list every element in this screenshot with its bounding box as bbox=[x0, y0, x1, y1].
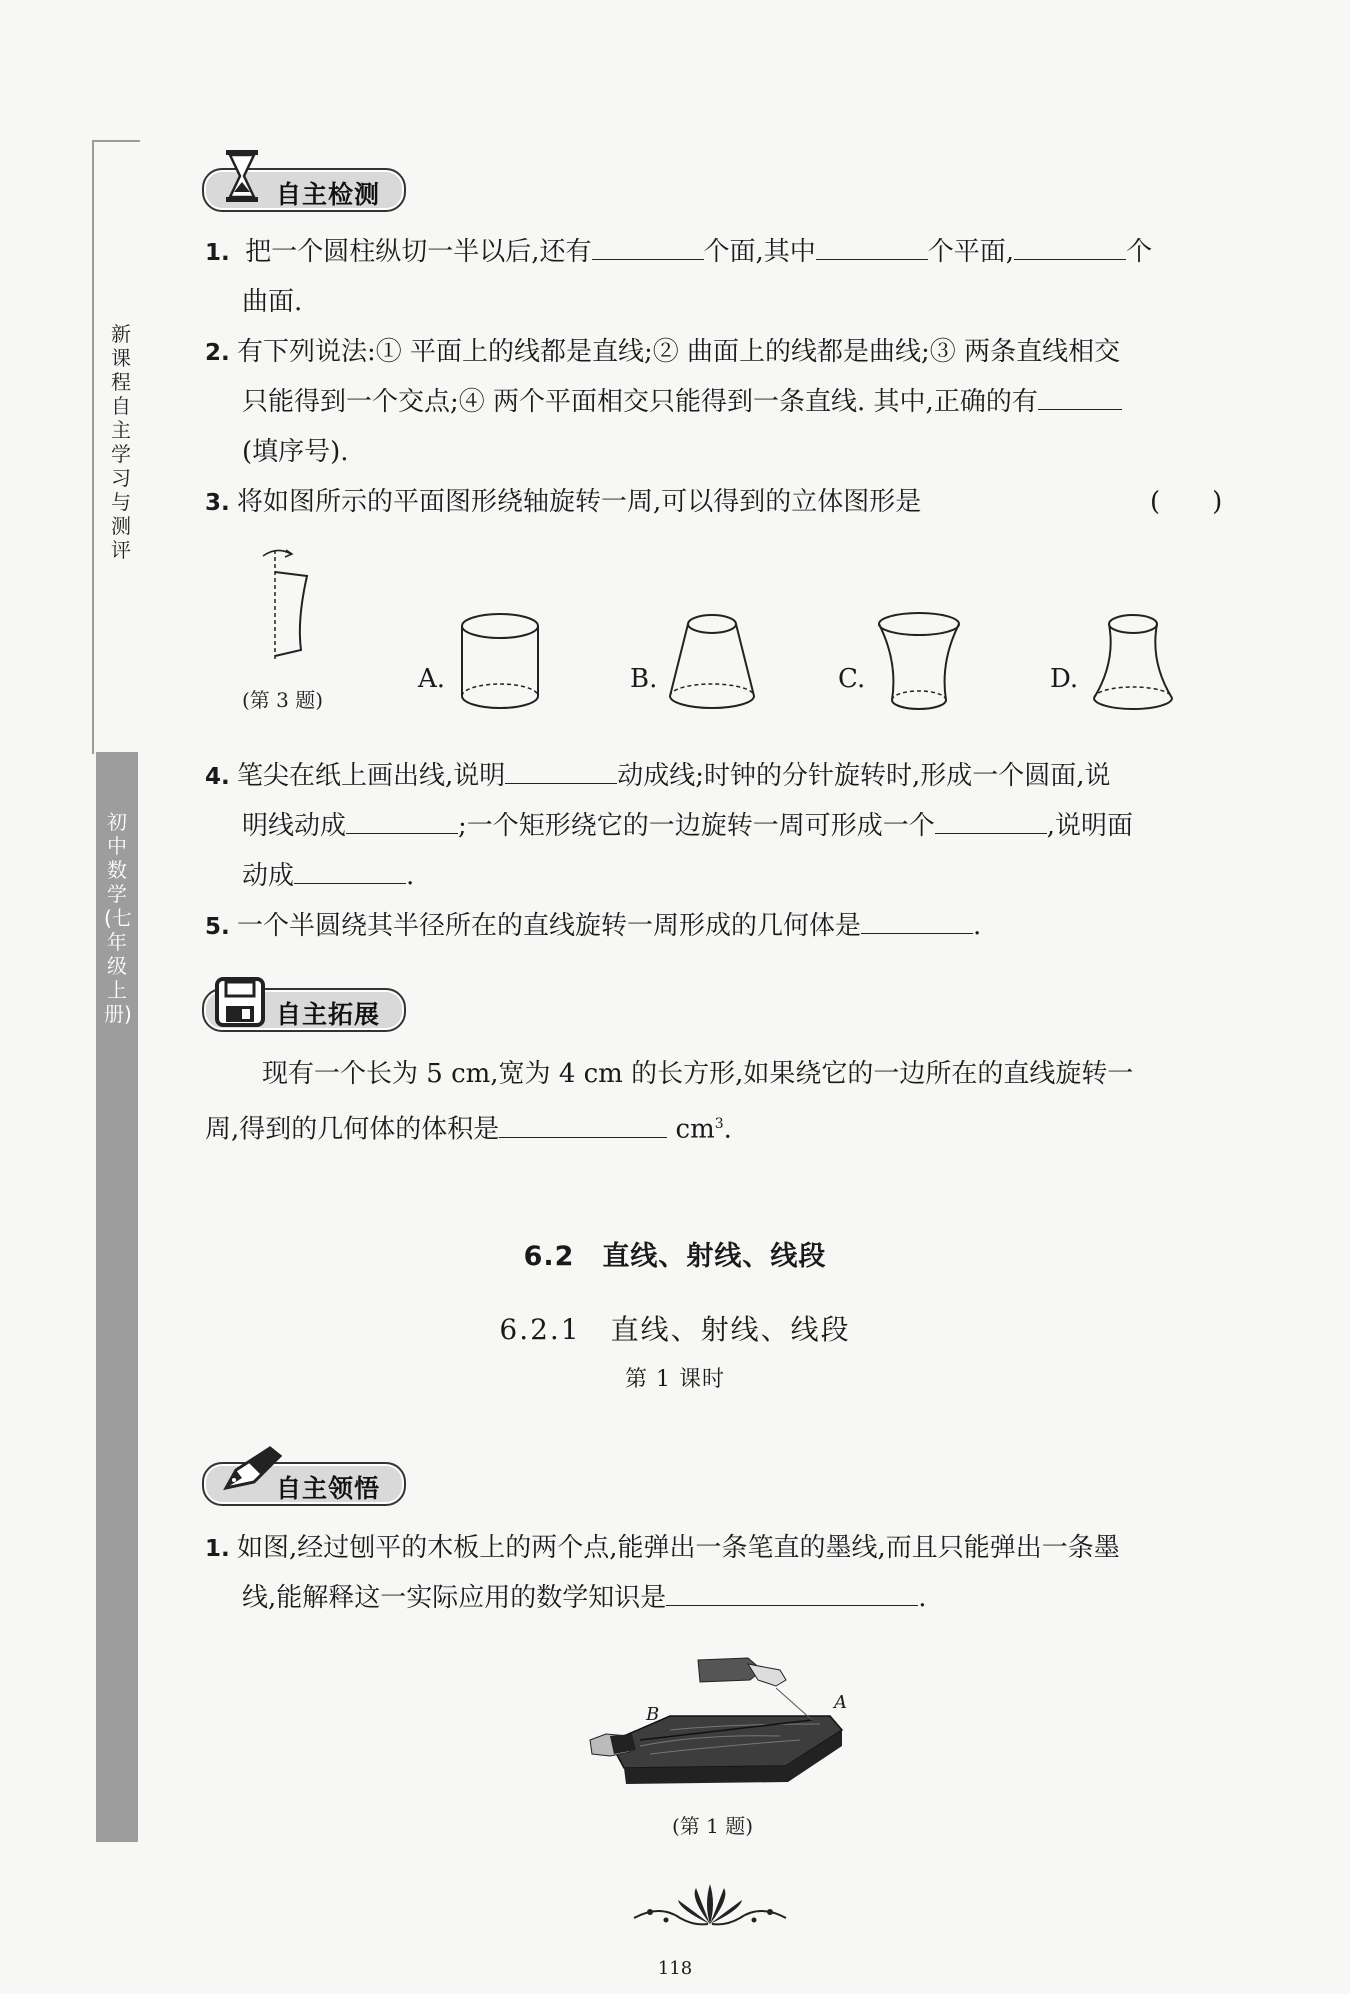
badge-label: 自主检测 bbox=[276, 180, 381, 209]
text: 周,得到的几何体的体积是 bbox=[205, 1114, 500, 1145]
point-b-label: B bbox=[646, 1704, 660, 1725]
question-3 bbox=[205, 486, 921, 519]
answer-blank[interactable] bbox=[499, 1115, 667, 1138]
answer-blank[interactable] bbox=[1038, 387, 1122, 410]
text: 动成 bbox=[242, 861, 295, 891]
point-a-label: A bbox=[834, 1692, 847, 1713]
answer-blank[interactable] bbox=[592, 237, 704, 260]
text: 如图,经过刨平的木板上的两个点,能弹出一条笔直的墨线,而且只能弹出一条墨 bbox=[237, 1533, 1120, 1563]
extension-problem-cont bbox=[205, 1108, 732, 1146]
question-number: 1. bbox=[205, 1536, 230, 1562]
text: 笔尖在纸上画出线,说明 bbox=[237, 761, 506, 791]
badge-label: 自主拓展 bbox=[276, 1000, 381, 1029]
option-d-shape[interactable] bbox=[1088, 610, 1178, 716]
text: 有下列说法:① 平面上的线都是直线;② 曲面上的线都是曲线;③ 两条直线相交 bbox=[237, 337, 1121, 367]
hourglass-icon bbox=[220, 148, 264, 204]
badge-label: 自主领悟 bbox=[276, 1474, 381, 1503]
text: 个面,其中 bbox=[703, 237, 816, 267]
lesson-label: 第 1 课时 bbox=[625, 1367, 725, 1392]
sidebar-series-title: 新课程自主学习与测评 bbox=[111, 322, 131, 562]
text: 只能得到一个交点;④ 两个平面相交只能得到一条直线. 其中,正确的有 bbox=[242, 387, 1038, 417]
floral-ornament-icon bbox=[630, 1874, 790, 1934]
option-c-label[interactable]: C. bbox=[838, 664, 866, 694]
answer-blank[interactable] bbox=[935, 811, 1047, 834]
question-number: 1. bbox=[205, 240, 230, 266]
question-number: 5. bbox=[205, 914, 230, 940]
answer-blank[interactable] bbox=[861, 911, 973, 934]
question-1-cont: 曲面. bbox=[242, 287, 303, 317]
wood-board-illustration bbox=[580, 1650, 860, 1800]
question-2-cont bbox=[242, 386, 1122, 418]
section-badge-understanding bbox=[202, 1462, 406, 1506]
answer-blank[interactable] bbox=[1014, 237, 1126, 260]
text: . bbox=[406, 861, 415, 891]
question-5 bbox=[205, 910, 981, 943]
answer-blank[interactable] bbox=[666, 1583, 918, 1606]
option-d-label[interactable]: D. bbox=[1050, 664, 1079, 694]
figure-caption: (第 1 题) bbox=[672, 1814, 754, 1838]
answer-blank[interactable] bbox=[346, 811, 458, 834]
text: ,说明面 bbox=[1046, 811, 1134, 841]
section-badge-extension bbox=[202, 988, 406, 1032]
answer-blank[interactable] bbox=[294, 861, 406, 884]
option-b-label[interactable]: B. bbox=[630, 664, 658, 694]
question-4-cont bbox=[242, 810, 1133, 842]
figure-caption: (第 3 题) bbox=[242, 688, 324, 712]
sidebar-book-title: 初中数学(七年级上册) bbox=[104, 810, 132, 1026]
question-2-cont2: (填序号). bbox=[242, 437, 349, 467]
question-1 bbox=[205, 236, 1152, 269]
understanding-question-1 bbox=[205, 1532, 1120, 1565]
floppy-disk-icon bbox=[214, 976, 266, 1028]
question-number: 4. bbox=[205, 764, 230, 790]
unit: cm bbox=[675, 1114, 715, 1145]
question-2 bbox=[205, 336, 1120, 369]
question-4 bbox=[205, 760, 1111, 793]
text: . bbox=[973, 911, 982, 941]
option-a-label[interactable]: A. bbox=[418, 664, 446, 694]
answer-blank[interactable] bbox=[816, 237, 928, 260]
text: . bbox=[918, 1583, 927, 1613]
text: . bbox=[723, 1114, 732, 1145]
text: 一个半圆绕其半径所在的直线旋转一周形成的几何体是 bbox=[237, 911, 862, 941]
option-a-cylinder[interactable] bbox=[456, 610, 544, 714]
understanding-question-1-cont bbox=[242, 1582, 927, 1614]
question-number: 3. bbox=[205, 490, 230, 516]
rotation-axis-figure bbox=[255, 540, 325, 670]
question-number: 2. bbox=[205, 340, 230, 366]
unit-exponent: 3 bbox=[714, 1116, 724, 1132]
text: 动成线;时钟的分针旋转时,形成一个圆面,说 bbox=[617, 761, 1111, 791]
text: 把一个圆柱纵切一半以后,还有 bbox=[245, 237, 592, 267]
option-c-shape[interactable] bbox=[874, 610, 964, 716]
extension-problem: 现有一个长为 5 cm,宽为 4 cm 的长方形,如果绕它的一边所在的直线旋转一 bbox=[262, 1059, 1134, 1089]
answer-paren[interactable]: ( ) bbox=[1150, 487, 1223, 517]
text: 将如图所示的平面图形绕轴旋转一周,可以得到的立体图形是 bbox=[237, 487, 922, 517]
section-badge-self-check bbox=[202, 168, 406, 212]
text: 明线动成 bbox=[242, 811, 347, 841]
text: ;一个矩形绕它的一边旋转一周可形成一个 bbox=[458, 811, 935, 841]
text: 个 bbox=[1126, 237, 1153, 267]
option-b-frustum[interactable] bbox=[664, 610, 760, 714]
subsection-heading: 6.2.1 直线、射线、线段 bbox=[499, 1313, 851, 1346]
section-heading: 6.2 直线、射线、线段 bbox=[523, 1241, 827, 1272]
question-4-cont2 bbox=[242, 860, 414, 892]
text: 线,能解释这一实际应用的数学知识是 bbox=[242, 1583, 667, 1613]
page-number: 118 bbox=[657, 1958, 693, 1979]
text: 个平面, bbox=[927, 237, 1015, 267]
answer-blank[interactable] bbox=[505, 761, 617, 784]
